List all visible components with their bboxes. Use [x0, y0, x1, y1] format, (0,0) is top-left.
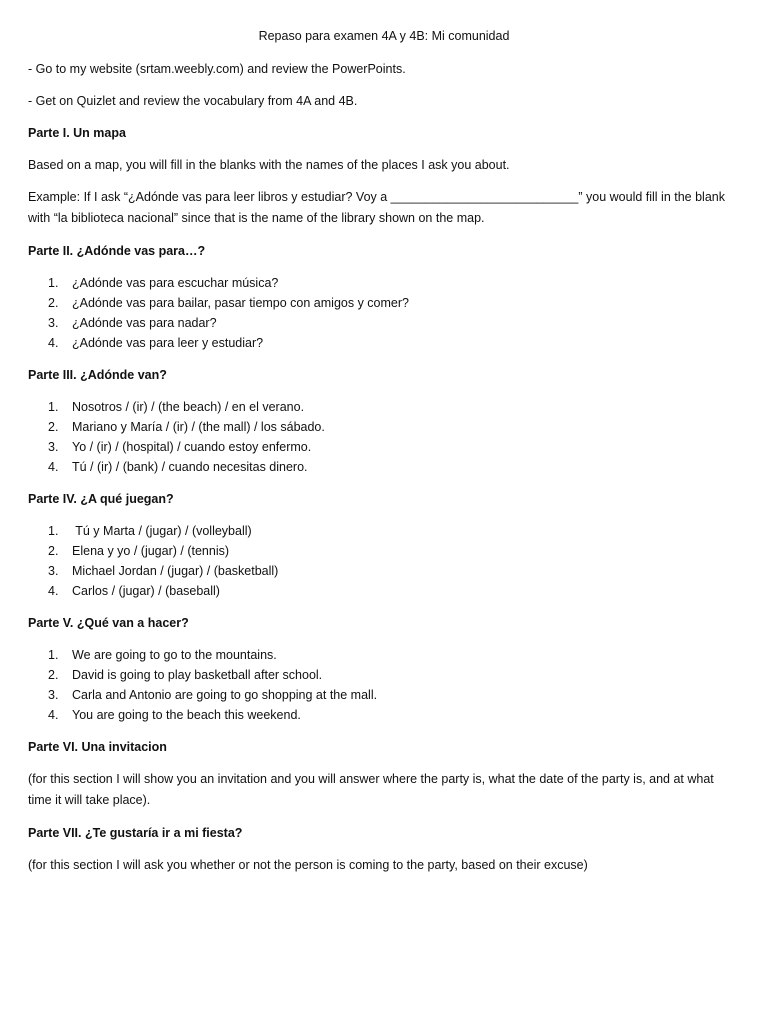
list-number: 2. [48, 296, 59, 310]
section-heading: Parte III. ¿Adónde van? [28, 368, 167, 382]
list-number: 1. [48, 648, 59, 662]
list-item [28, 665, 740, 685]
list-number: 3. [48, 440, 59, 454]
list-item [28, 273, 740, 293]
numbered-list [28, 521, 740, 601]
list-item [28, 293, 740, 313]
list-item-text: Elena y yo / (jugar) / (tennis) [72, 544, 230, 558]
section-paragraph: Example: If I ask “¿Adónde vas para leer libros y estudiar? Voy a ___________________________” you would fill in the blank with “la biblioteca nacional” since that is the name of the library shown on the map. [28, 190, 725, 225]
section-heading: Parte I. Un mapa [28, 126, 126, 140]
list-number: 1. [48, 400, 59, 414]
numbered-list [28, 397, 740, 477]
list-number: 2. [48, 420, 59, 434]
list-item-text: ¿Adónde vas para escuchar música? [72, 276, 279, 290]
list-item-text: Mariano y María / (ir) / (the mall) / los sábado. [72, 420, 325, 434]
list-number: 2. [48, 544, 59, 558]
document-page [28, 26, 740, 887]
list-number: 3. [48, 316, 59, 330]
section-paragraph: (for this section I will show you an invitation and you will answer where the party is, what the date of the party is, and at what time it will take place). [28, 772, 714, 807]
intro-line: - Get on Quizlet and review the vocabulary from 4A and 4B. [28, 94, 358, 108]
section-heading: Parte II. ¿Adónde vas para…? [28, 244, 206, 258]
list-item-text: ¿Adónde vas para nadar? [72, 316, 217, 330]
list-item-text: Tú / (ir) / (bank) / cuando necesitas dinero. [72, 460, 308, 474]
list-item-text: Nosotros / (ir) / (the beach) / en el verano. [72, 400, 305, 414]
section-heading: Parte VII. ¿Te gustaría ir a mi fiesta? [28, 826, 243, 840]
list-item [28, 541, 740, 561]
list-item [28, 685, 740, 705]
list-item-text: ¿Adónde vas para leer y estudiar? [72, 336, 264, 350]
list-item-text: ¿Adónde vas para bailar, pasar tiempo con amigos y comer? [72, 296, 409, 310]
section-heading: Parte V. ¿Qué van a hacer? [28, 616, 189, 630]
list-item-text: Tú y Marta / (jugar) / (volleyball) [72, 524, 252, 538]
section-paragraph: Based on a map, you will fill in the blanks with the names of the places I ask you about. [28, 158, 510, 172]
list-item-text: Yo / (ir) / (hospital) / cuando estoy enfermo. [72, 440, 312, 454]
intro-line: - Go to my website (srtam.weebly.com) and review the PowerPoints. [28, 62, 406, 76]
document-title: Repaso para examen 4A y 4B: Mi comunidad [258, 29, 510, 43]
list-item-text: Michael Jordan / (jugar) / (basketball) [72, 564, 279, 578]
list-item [28, 437, 740, 457]
list-item [28, 581, 740, 601]
list-number: 4. [48, 708, 59, 722]
list-item [28, 561, 740, 581]
list-number: 4. [48, 460, 59, 474]
list-item [28, 397, 740, 417]
list-number: 1. [48, 524, 59, 538]
list-item [28, 705, 740, 725]
list-number: 3. [48, 688, 59, 702]
list-item [28, 313, 740, 333]
numbered-list [28, 645, 740, 725]
list-item [28, 521, 740, 541]
list-item-text: David is going to play basketball after school. [72, 668, 323, 682]
list-item [28, 417, 740, 437]
list-item-text: You are going to the beach this weekend. [72, 708, 301, 722]
list-number: 3. [48, 564, 59, 578]
section-heading: Parte VI. Una invitacion [28, 740, 167, 754]
list-number: 1. [48, 276, 59, 290]
list-item-text: We are going to go to the mountains. [72, 648, 277, 662]
list-number: 2. [48, 668, 59, 682]
list-number: 4. [48, 336, 59, 350]
section-heading: Parte IV. ¿A qué juegan? [28, 492, 174, 506]
list-number: 4. [48, 584, 59, 598]
section-paragraph: (for this section I will ask you whether or not the person is coming to the party, based on their excuse) [28, 858, 588, 872]
list-item-text: Carlos / (jugar) / (baseball) [72, 584, 220, 598]
list-item [28, 457, 740, 477]
list-item-text: Carla and Antonio are going to go shopping at the mall. [72, 688, 378, 702]
list-item [28, 645, 740, 665]
list-item [28, 333, 740, 353]
numbered-list [28, 273, 740, 353]
